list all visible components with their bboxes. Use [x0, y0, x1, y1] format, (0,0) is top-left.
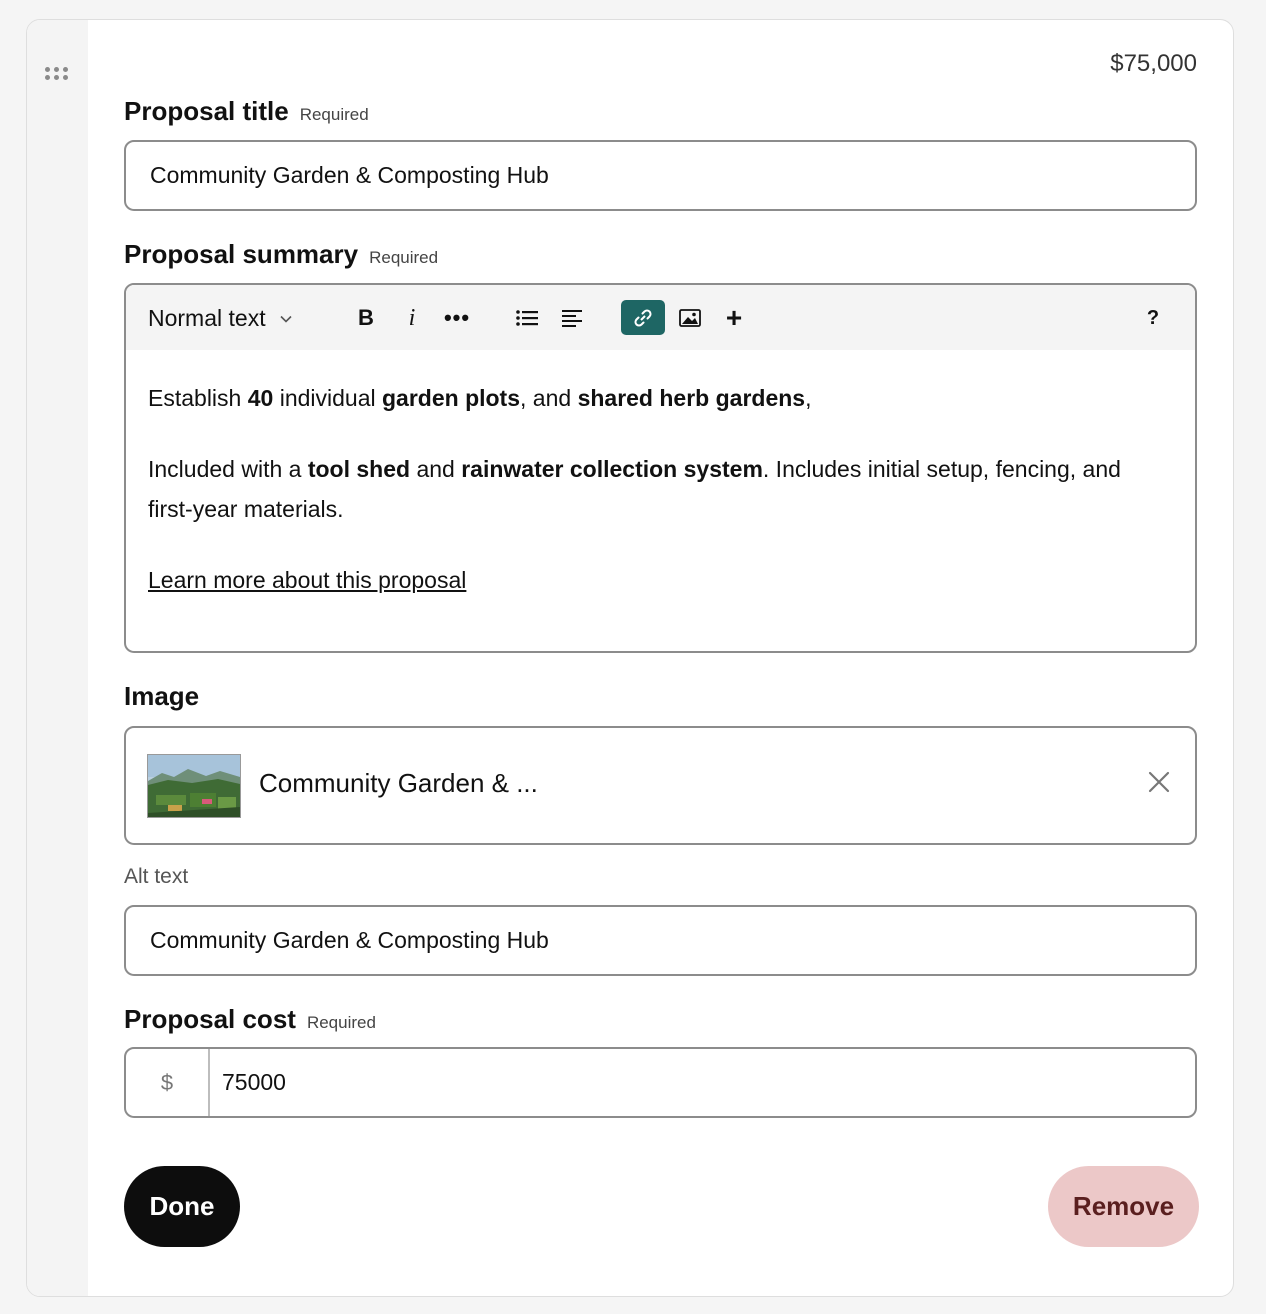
text-run: individual: [273, 385, 382, 411]
currency-prefix: $: [126, 1049, 210, 1116]
summary-paragraph-3: [148, 560, 466, 600]
proposal-cost-input[interactable]: [124, 1047, 1197, 1118]
done-button[interactable]: Done: [124, 1166, 240, 1247]
alt-text-label: Alt text: [124, 865, 189, 888]
text-run: Included with a: [148, 456, 308, 482]
alt-text-input[interactable]: [124, 905, 1197, 976]
learn-more-link[interactable]: Learn more about this proposal: [148, 567, 467, 593]
proposal-cost-value: 75000: [222, 1069, 286, 1095]
image-label: [124, 681, 199, 712]
text-run: 40: [247, 385, 274, 411]
more-formatting-button[interactable]: •••: [443, 305, 471, 330]
help-button[interactable]: ?: [1146, 306, 1160, 329]
insert-image-button[interactable]: [672, 301, 708, 335]
text-style-value: Normal text: [148, 304, 266, 331]
proposal-title-value: Community Garden & Composting Hub: [150, 162, 549, 188]
proposal-title-label: [124, 96, 369, 127]
cost-summary: $75,000: [1110, 50, 1197, 77]
image-label-text: Image: [124, 681, 200, 711]
image-thumbnail: [147, 754, 241, 818]
align-left-icon: [561, 309, 583, 327]
required-tag: Required: [369, 248, 439, 267]
chevron-down-icon: [280, 310, 292, 327]
insert-link-button[interactable]: [621, 300, 665, 335]
align-left-button[interactable]: [554, 301, 590, 335]
image-icon: [679, 309, 701, 327]
proposal-cost-label-text: Proposal cost: [124, 1004, 296, 1034]
summary-paragraph-1: [148, 378, 1173, 418]
summary-paragraph-2: [148, 449, 1165, 529]
proposal-title-label-text: Proposal title: [124, 96, 289, 126]
drag-handle-icon[interactable]: [45, 67, 69, 83]
link-icon: [632, 307, 654, 329]
text-run: garden plots: [382, 385, 521, 411]
alt-text-value: Community Garden & Composting Hub: [150, 927, 549, 953]
insert-more-button[interactable]: +: [725, 302, 743, 333]
bullet-list-icon: [516, 309, 538, 327]
text-run: shared herb gardens: [577, 385, 806, 411]
proposal-title-input[interactable]: [124, 140, 1197, 211]
required-tag: Required: [299, 105, 369, 124]
editor-toolbar: [126, 285, 1195, 350]
proposal-summary-label: [124, 239, 438, 270]
bullet-list-button[interactable]: [509, 301, 545, 335]
bold-button[interactable]: B: [358, 305, 374, 330]
image-upload-field[interactable]: [124, 726, 1197, 845]
text-run: . Includes initial setup, fencing, and first-year materials.: [148, 456, 1121, 522]
text-run: rainwater collection system: [461, 456, 763, 482]
text-style-dropdown[interactable]: [148, 301, 308, 335]
text-run: and: [410, 456, 462, 482]
italic-button[interactable]: i: [408, 304, 416, 331]
proposal-summary-editor: [124, 283, 1197, 653]
proposal-cost-label: [124, 1004, 376, 1035]
text-run: tool shed: [307, 456, 411, 482]
drag-handle-column: [27, 20, 88, 1296]
text-run: Establish: [148, 385, 248, 411]
required-tag: Required: [306, 1013, 376, 1032]
remove-button[interactable]: Remove: [1048, 1166, 1199, 1247]
text-run: ,: [805, 385, 812, 411]
proposal-card: [26, 19, 1234, 1297]
image-file-name: Community Garden & ...: [259, 768, 538, 798]
proposal-summary-label-text: Proposal summary: [124, 239, 359, 269]
text-run: , and: [520, 385, 578, 411]
remove-image-icon[interactable]: [1143, 766, 1175, 798]
